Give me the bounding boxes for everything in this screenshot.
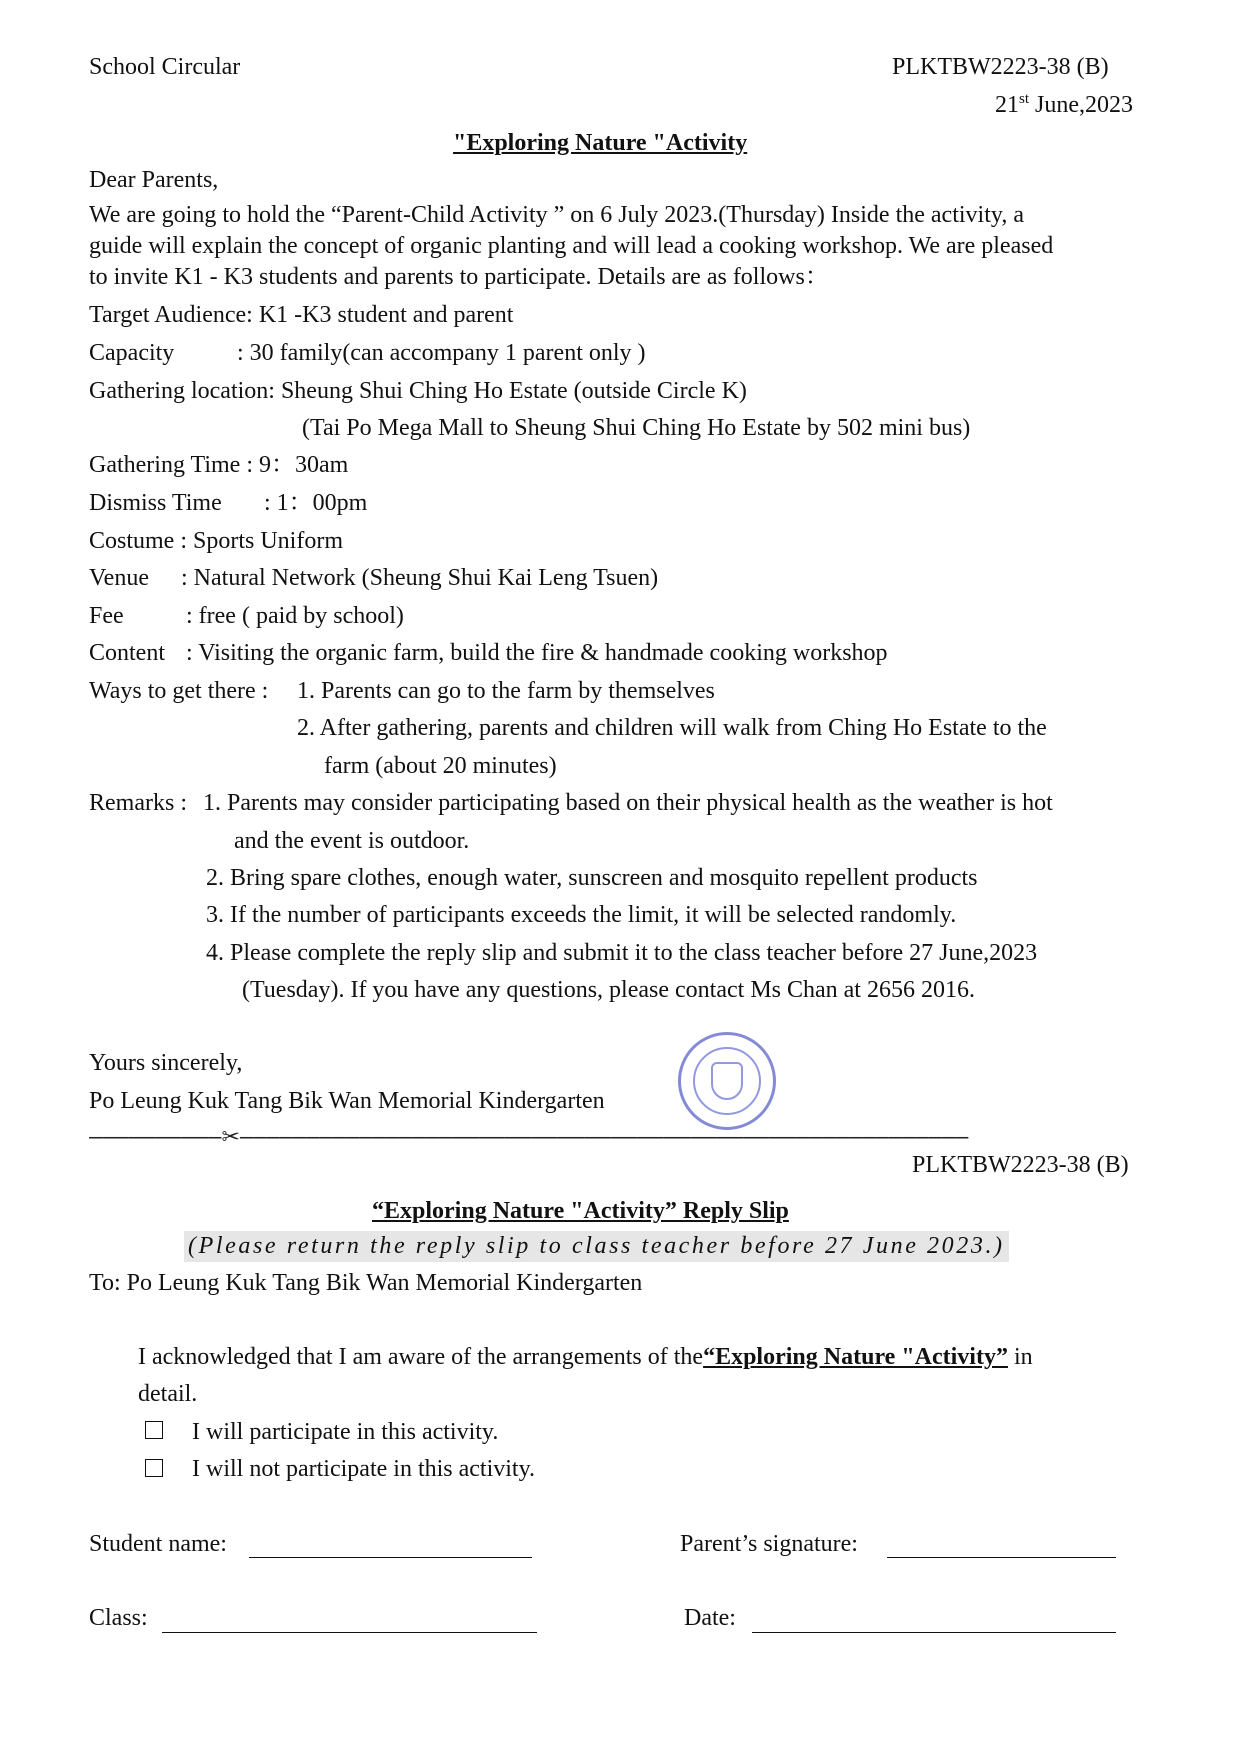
remark-4-cont: (Tuesday). If you have any questions, please contact Ms Chan at 2656 2016. — [242, 977, 975, 1003]
seal-emblem — [711, 1062, 743, 1100]
gathering-location-note: (Tai Po Mega Mall to Sheung Shui Ching Ho Estate by 502 mini bus) — [302, 415, 971, 441]
closing-sincerely: Yours sincerely, — [89, 1050, 243, 1076]
venue-value: : Natural Network (Sheung Shui Kai Leng Tsuen) — [181, 565, 659, 591]
remarks-label: Remarks : — [89, 790, 187, 816]
date-month-year: June,2023 — [1029, 92, 1134, 118]
cut-line-left: –––––––––– — [89, 1125, 222, 1150]
class-label: Class: — [89, 1605, 148, 1631]
reply-reference-number: PLKTBW2223-38 (B) — [912, 1152, 1129, 1178]
costume: Costume : Sports Uniform — [89, 528, 344, 554]
remark-2: 2. Bring spare clothes, enough water, sunscreen and mosquito repellent products — [206, 865, 978, 891]
circular-label: School Circular — [89, 54, 241, 80]
acknowledgement-line-2: detail. — [138, 1381, 198, 1407]
acknowledgement-line-1 — [138, 1342, 1033, 1373]
ways-label: Ways to get there : — [89, 678, 269, 704]
acknowledgement-suffix: in — [1007, 1344, 1033, 1370]
class-field[interactable] — [162, 1632, 537, 1633]
dismiss-value: : 1：00pm — [264, 490, 368, 516]
content-label: Content — [89, 640, 165, 666]
capacity-label: Capacity — [89, 340, 175, 366]
date-day: 21 — [995, 92, 1019, 118]
ways-option-2-cont: farm (about 20 minutes) — [324, 753, 557, 779]
acknowledgement-activity-title: “Exploring Nature "Activity” — [703, 1344, 1008, 1370]
cut-line — [89, 1124, 968, 1153]
ways-option-1: 1. Parents can go to the farm by themselves — [297, 678, 715, 704]
student-name-field[interactable] — [249, 1557, 532, 1558]
acknowledgement-text: I acknowledged that I am aware of the arrangements of the — [138, 1344, 704, 1370]
school-seal-stamp — [678, 1032, 776, 1130]
participate-option-label: I will participate in this activity. — [192, 1419, 499, 1445]
date-field[interactable] — [752, 1632, 1116, 1633]
participate-checkbox[interactable] — [145, 1421, 163, 1439]
remark-4: 4. Please complete the reply slip and submit it to the class teacher before 27 June,2023 — [206, 940, 1038, 966]
activity-title: "Exploring Nature "Activity — [453, 130, 748, 156]
cut-line-right: ––––––––––––––––––––––––––––––––––––––––––––––––––––––– — [239, 1125, 969, 1150]
reply-recipient: To: Po Leung Kuk Tang Bik Wan Memorial Kindergarten — [89, 1270, 643, 1296]
reply-instruction: (Please return the reply slip to class teacher before 27 June 2023.) — [184, 1231, 1009, 1262]
content-value: : Visiting the organic farm, build the fire & handmade cooking workshop — [186, 640, 888, 666]
reply-slip-title: “Exploring Nature "Activity” Reply Slip — [372, 1198, 789, 1224]
remark-1-cont: and the event is outdoor. — [234, 828, 470, 854]
fee-label: Fee — [89, 603, 124, 629]
scissors-icon: ✂ — [221, 1125, 240, 1150]
remark-3: 3. If the number of participants exceeds the limit, it will be selected randomly. — [206, 902, 957, 928]
gathering-location: Gathering location: Sheung Shui Ching Ho Estate (outside Circle K) — [89, 378, 747, 404]
reference-number: PLKTBW2223-38 (B) — [892, 54, 1109, 80]
circular-date — [995, 90, 1133, 121]
student-name-label: Student name: — [89, 1531, 227, 1557]
greeting: Dear Parents, — [89, 167, 219, 193]
parent-signature-label: Parent’s signature: — [680, 1531, 858, 1557]
not-participate-checkbox[interactable] — [145, 1459, 163, 1477]
not-participate-option-label: I will not participate in this activity. — [192, 1456, 536, 1482]
gathering-time: Gathering Time : 9：30am — [89, 452, 349, 478]
venue-label: Venue — [89, 565, 149, 591]
ways-option-2: 2. After gathering, parents and children will walk from Ching Ho Estate to the — [297, 715, 1047, 741]
target-audience: Target Audience: K1 -K3 student and parent — [89, 302, 514, 328]
dismiss-label: Dismiss Time — [89, 490, 222, 516]
intro-line-2: guide will explain the concept of organic planting and will lead a cooking workshop. We are pleased — [89, 233, 1054, 259]
intro-line-1: We are going to hold the “Parent-Child Activity ” on 6 July 2023.(Thursday) Inside the activity, a — [89, 202, 1024, 228]
closing-school-name: Po Leung Kuk Tang Bik Wan Memorial Kindergarten — [89, 1088, 605, 1114]
remark-1: 1. Parents may consider participating based on their physical health as the weather is hot — [203, 790, 1053, 816]
capacity-value: : 30 family(can accompany 1 parent only ) — [237, 340, 646, 366]
date-suffix: st — [1019, 91, 1030, 107]
date-label: Date: — [684, 1605, 736, 1631]
fee-value: : free ( paid by school) — [186, 603, 404, 629]
intro-line-3: to invite K1 - K3 students and parents to participate. Details are as follows： — [89, 264, 829, 290]
parent-signature-field[interactable] — [887, 1557, 1116, 1558]
